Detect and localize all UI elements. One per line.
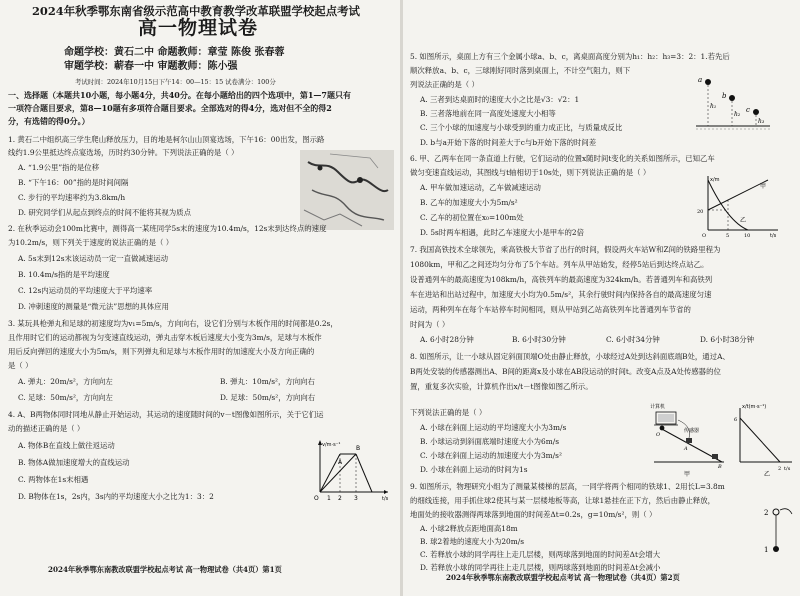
option-c: C. 步行的平均速率约为3.8km/h (18, 193, 126, 202)
option-d: D. 若释放小球的同学再往上走几层楼，则两球落到地面的时间差Δt会减小 (420, 563, 661, 572)
question-stem: 8. 如图所示，让一小球从固定斜面顶端O处由静止释放，小球经过A处到达斜面底端B处，通过A、 (410, 352, 730, 361)
ball-c-label: c (746, 106, 750, 114)
question-stem: 2. 在秋季运动会100m比赛中，测得高一某班同学5s末的速度为10.4m/s，12s末到达终点的速度 (8, 224, 327, 233)
page-footer: 2024年秋季鄂东南教改联盟学校起点考试 高一物理试卷（共4页）第1页 (48, 565, 282, 574)
option-d: D. 足球：50m/s²，方向向右 (220, 393, 316, 402)
label-computer: 计算机 (650, 404, 666, 410)
question-stem: 用后反向弹回的速度大小为5m/s，则下列弹丸和足球与木板作用时的加速度大小及方向正确的 (8, 347, 315, 356)
option-c: C. 三个小球的加速度与小球受到的重力成正比，与质量成反比 (420, 123, 623, 132)
incline-experiment-figure (648, 398, 796, 478)
question-stem: 6. 甲、乙两车在同一条直道上行驶，它们运动的位置x随时间t变化的关系如图所示，已知乙车 (410, 154, 715, 163)
height-h1: h₁ (710, 103, 717, 110)
vt-graph (310, 436, 392, 502)
exam-page-2 (404, 0, 800, 596)
question-stem: 运动，两种列车在每个车站停车时间相同，则从甲站到乙站高铁列车比普通列车节省的 (410, 305, 691, 314)
section-line: 一项符合题目要求，第8—10题有多项符合题目要求。全部选对的得4分，选对但不全的得2 (8, 103, 332, 113)
graph-tick-6: 6 (734, 417, 738, 423)
question-stem: 下列说法正确的是（ ） (410, 408, 487, 417)
label-yi: 乙 (764, 471, 771, 478)
option-a: A. “1.9公里”指的是位移 (18, 163, 100, 172)
height-h2: h₂ (734, 111, 741, 118)
question-stem: 地面处的接收器测得两球落到地面的时间差Δt=0.2s，g=10m/s²，则（ ） (410, 510, 657, 519)
label-o: O (656, 432, 661, 438)
xt-label-yi: 乙 (740, 217, 747, 224)
option-a: A. 弹丸：20m/s²，方向向左 (18, 377, 113, 386)
option-d: D. 小球在斜面上运动的时间为1s (420, 465, 528, 474)
question-stem: 9. 如图所示，物理研究小组为了测量某楼梯的层高，一同学将两个相同的铁球1、2用长L=3.8m (410, 482, 725, 491)
ball-b-label: b (722, 92, 727, 100)
question-stem: 做匀变速直线运动，其图线与t轴相切于10s处，则下列说法正确的是（ ） (410, 168, 651, 177)
question-stem: 1. 黄石二中组织高三学生爬山释放压力，目的地是柯尔山山顶宴选场，下午16：00出发，图示路 (8, 135, 325, 144)
option-b: B. “下午16：00”指的是时间间隔 (18, 178, 129, 187)
exam-title: 2024年秋季鄂东南省级示范高中教育教学改革联盟学校起点考试 (32, 4, 360, 18)
question-stem: 动的描述正确的是（ ） (8, 424, 85, 433)
xt-graph (694, 172, 782, 238)
graph-tick-2: 2 (778, 466, 782, 472)
option-a: A. 甲车做加速运动，乙车做减速运动 (420, 183, 541, 192)
label-sensor: 传感器 (684, 428, 700, 434)
option-b: B. 小球运动到斜面底端时速度大小为6m/s (420, 437, 559, 446)
label-jia: 甲 (684, 471, 691, 478)
xt-axis-x: x/m (710, 177, 720, 183)
option-a: A. 小球在斜面上运动的平均速度大小为3m/s (420, 423, 567, 432)
question-stem: 7. 我国高铁技术全球领先，乘高铁极大节省了出行的时间，假设两火车站W和Z间的铁路里程为 (410, 245, 721, 254)
xt-tick-20: 20 (697, 209, 704, 215)
vt-axis-label: v/m·s⁻¹ (322, 442, 341, 448)
label-b: B (718, 464, 722, 470)
question-stem: 的细线连接，用手抓住球2使其与某一层楼地板等高，让球1悬挂在正下方，然后由静止释放， (410, 496, 716, 505)
ball-2-label: 2 (764, 509, 769, 517)
question-stem: 置，重复多次实验，计算机作出x/t－t图像如图乙所示。 (410, 382, 593, 391)
option-b: B. 物体A做加速度增大的直线运动 (18, 458, 130, 467)
height-h3: h₃ (758, 118, 765, 125)
option-a: A. 物体B在直线上做往返运动 (18, 441, 115, 450)
option-c: C. 足球：50m/s²，方向向左 (18, 393, 113, 402)
question-stem: 1080km，甲和乙之间还均匀分布了5个车站。列车从甲站始发，经停5站后到达终点站乙。 (410, 260, 709, 269)
option-c: C. 两物体在1s末相遇 (18, 475, 89, 484)
section-line: 一、选择题（本题共10小题，每小题4分，共40分。在每小题给出的四个选项中，第1—7题只有 (8, 90, 351, 100)
question-stem: 设普通列车的最高速度为108km/h，高铁列车的最高速度为324km/h。若普通列车和高铁列 (410, 275, 713, 284)
option-b: B. 6小时30分钟 (512, 335, 566, 344)
option-b: B. 乙车的加速度大小为5m/s² (420, 198, 518, 207)
xt-tick-5: 5 (726, 233, 730, 238)
option-d: D. 6小时38分钟 (700, 335, 755, 344)
option-c: C. 若释放小球的同学再往上走几层楼，则两球落到地面的时间差Δt会增大 (420, 550, 661, 559)
three-balls-figure (690, 72, 774, 132)
option-b: B. 10.4m/s指的是平均速度 (18, 270, 110, 279)
option-a: A. 6小时28分钟 (420, 335, 474, 344)
question-stem: 车在进站和出站过程中，加速度大小均为0.5m/s²，其余行驶时间内保持各自的最高速度匀速 (410, 290, 712, 299)
option-a: A. 小球2释放点距地面高18m (420, 524, 518, 533)
vt-label-b: B (356, 445, 361, 452)
ball-a-label: a (698, 76, 703, 84)
xt-label-jia: 甲 (760, 183, 767, 190)
question-stem: B两处安装的传感器测出A、B间的距离x及小球在AB段运动的时间t。改变A点及A处传感器的位 (410, 367, 721, 376)
exam-subtitle: 高一物理试卷 (138, 17, 259, 39)
label-a: A (684, 446, 688, 452)
graph-axis-y: x/t(m·s⁻¹) (742, 404, 767, 410)
vt-origin: O (314, 495, 319, 502)
exam-time: 考试时间：2024年10月15日下午14：00—15：15 试卷满分：100分 (75, 78, 276, 86)
vt-tick: 2 (338, 495, 342, 502)
option-d: D. 5s时两车相遇，此时乙车速度大小是甲车的2倍 (420, 228, 584, 237)
page-footer: 2024年秋季鄂东南教改联盟学校起点考试 高一物理试卷（共4页）第2页 (446, 573, 680, 582)
question-stem: 顺次释放a、b、c，三球刚好同时落到桌面上，不计空气阻力，则下 (410, 66, 631, 75)
option-b: B. 三者落地前在同一高度处速度大小相等 (420, 109, 556, 118)
ball-1-label: 1 (764, 546, 769, 554)
option-b: B. 弹丸：10m/s²，方向向右 (220, 377, 315, 386)
option-d: D. B物体在1s，2s内，3s内的平均速度大小之比为1：3：2 (18, 492, 214, 501)
option-d: D. 研究同学们从起点到终点的时间不能将其视为质点 (18, 208, 191, 217)
option-c: C. 小球在斜面上运动的加速度大小为3m/s² (420, 451, 562, 460)
question-stem: 为10.2m/s，则下列关于速度的说法正确的是（ ） (8, 238, 174, 247)
question-stem: 4. A、B两物体同时同地从静止开始运动，其运动的速度随时间的v－t图像如图所示，关于它们运 (8, 410, 324, 419)
section-line: 分，有选错的得0分。） (8, 116, 90, 126)
option-c: C. 12s内运动员的平均速度大于平均速率 (18, 286, 153, 295)
option-c: C. 乙车的初位置在x₀=100m处 (420, 213, 524, 222)
vt-tick: 1 (327, 495, 331, 502)
reviewer-info: 审题学校：蕲春一中 审题教师：陈小强 (64, 61, 238, 72)
hiking-route-map (300, 150, 394, 230)
xt-tick-10: 10 (744, 233, 751, 238)
question-stem: 列说法正确的是（ ） (410, 80, 479, 89)
option-d: D. b与a开始下落的时间差大于c与b开始下落的时间差 (420, 138, 597, 147)
question-stem: 3. 某玩具枪弹丸和足球的初速度均为v₁=5m/s，方向向右，设它们分别与木板作用的时间都是0.2s， (8, 319, 338, 328)
xt-origin: O (702, 233, 707, 238)
graph-axis-t: t/s (784, 466, 791, 472)
page-divider (400, 0, 403, 596)
vt-axis-t: t/s (382, 496, 389, 502)
option-d: D. 冲刺速度的测量是“微元法”思想的具体应用 (18, 302, 169, 311)
question-stem: 且作用时它们的运动都视为匀变速直线运动，弹丸击穿木板后速度大小变为3m/s，足球与木板作 (8, 333, 322, 342)
option-c: C. 6小时34分钟 (606, 335, 660, 344)
vt-label-a: A (338, 459, 343, 466)
question-stem: 线约1.9公里抵达终点宴选场，历时约30分钟。下列说法正确的是（ ） (8, 148, 239, 157)
vt-tick: 3 (354, 495, 358, 502)
question-stem: 是（ ） (8, 361, 33, 370)
two-balls-string-figure (758, 504, 796, 564)
question-stem: 时间为（ ） (410, 320, 450, 329)
question-stem: 5. 如图所示，桌面上方有三个金属小球a、b、c，离桌面高度分别为h₁：h₂：h₃=3：2：1.若先后 (410, 52, 730, 61)
option-a: A. 5s末到12s末该运动员一定一直做减速运动 (18, 254, 168, 263)
author-info: 命题学校：黄石二中 命题教师：章莹 陈俊 张春蓉 (64, 47, 285, 58)
option-a: A. 三者到达桌面时的速度大小之比是√3：√2：1 (420, 95, 580, 104)
option-b: B. 球2着地的速度大小为20m/s (420, 537, 525, 546)
xt-axis-t: t/s (770, 233, 777, 238)
